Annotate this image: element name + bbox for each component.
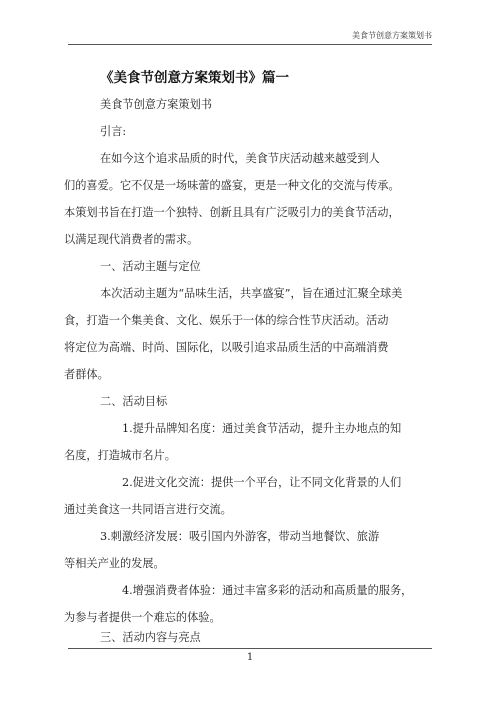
theme-line: 食，打造一个集美食、文化、娱乐于一体的综合性节庆活动。活动 — [64, 314, 389, 327]
goal-item-continuation: 名度，打造城市名片。 — [64, 449, 176, 462]
intro-label: 引言: — [100, 125, 127, 138]
intro-line: 以满足现代消费者的需求。 — [64, 233, 199, 246]
section-heading-theme: 一、活动主题与定位 — [100, 260, 201, 273]
section-heading-content: 三、活动内容与亮点 — [100, 631, 201, 644]
goal-item-continuation: 通过美食这一共同语言进行交流。 — [64, 503, 232, 516]
page-number: 1 — [246, 652, 254, 663]
theme-line: 本次活动主题为“品味生活，共享盛宴”，旨在通过汇聚全球美 — [100, 287, 403, 300]
intro-line: 本策划书旨在打造一个独特、创新且具有广泛吸引力的美食节活动， — [64, 206, 400, 219]
theme-line: 者群体。 — [64, 368, 109, 381]
document-title: 《美食节创意方案策划书》篇一 — [100, 70, 289, 86]
intro-line: 在如今这个追求品质的时代，美食节庆活动越来越受到人 — [100, 152, 380, 165]
page-header — [68, 30, 432, 45]
document-subtitle: 美食节创意方案策划书 — [100, 98, 212, 111]
goal-item-continuation: 等相关产业的发展。 — [64, 557, 165, 570]
section-heading-goals: 二、活动目标 — [100, 395, 168, 408]
intro-line: 们的喜爱。它不仅是一场味蕾的盛宴，更是一种文化的交流与传承。 — [64, 179, 400, 192]
goal-item: 4.增强消费者体验：通过丰富多彩的活动和高质量的服务， — [122, 584, 413, 597]
theme-line: 将定位为高端、时尚、国际化，以吸引追求品质生活的中高端消费 — [64, 341, 389, 354]
goal-item: 1.提升品牌知名度：通过美食节活动，提升主办地点的知 — [122, 422, 402, 435]
footer-divider — [68, 648, 432, 649]
goal-item-continuation: 为参与者提供一个难忘的体验。 — [64, 611, 221, 624]
running-title: 美食节创意方案策划书 — [352, 31, 432, 40]
goal-item: 3.刺激经济发展：吸引国内外游客，带动当地餐饮、旅游 — [100, 530, 380, 543]
goal-item: 2.促进文化交流：提供一个平台，让不同文化背景的人们 — [122, 476, 402, 489]
